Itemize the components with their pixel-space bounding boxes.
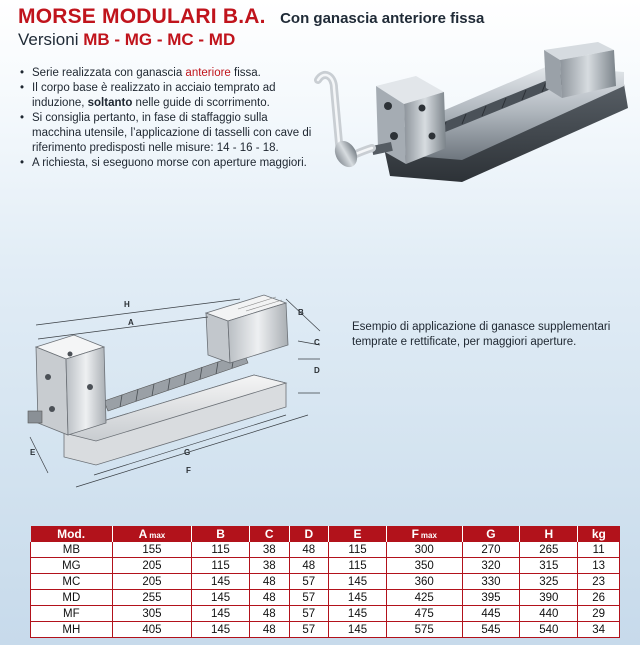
value-cell: 13 bbox=[578, 558, 620, 574]
dim-label-e: E bbox=[30, 448, 36, 457]
value-cell: 405 bbox=[112, 622, 191, 638]
col-e: E bbox=[329, 526, 387, 542]
example-caption: Esempio di applicazione di ganasce supplementari temprate e rettificate, per maggiori aperture. bbox=[352, 321, 611, 348]
value-cell: 26 bbox=[578, 590, 620, 606]
versions-codes: MB - MG - MC - MD bbox=[83, 30, 236, 49]
spec-table-header bbox=[31, 526, 620, 542]
title-subtitle: Con ganascia anteriore fissa bbox=[280, 10, 485, 27]
value-cell: 145 bbox=[192, 574, 250, 590]
feature-text-end: nelle guide di scorrimento. bbox=[132, 97, 270, 109]
col-h: H bbox=[520, 526, 578, 542]
title-main: MORSE MODULARI B.A. bbox=[18, 5, 266, 28]
value-cell: 29 bbox=[578, 606, 620, 622]
value-cell: 57 bbox=[289, 606, 329, 622]
feature-item-3 bbox=[20, 111, 320, 156]
value-cell: 38 bbox=[249, 542, 289, 558]
feature-item-4 bbox=[20, 156, 320, 171]
feature-text: Il corpo base è realizzato in acciaio temprato ad induzione, bbox=[32, 82, 276, 109]
value-cell: 320 bbox=[462, 558, 520, 574]
page-title bbox=[18, 5, 484, 29]
feature-list bbox=[20, 66, 320, 171]
value-cell: 205 bbox=[112, 574, 191, 590]
value-cell: 34 bbox=[578, 622, 620, 638]
dim-label-a: A bbox=[128, 318, 134, 327]
model-cell: MH bbox=[31, 622, 113, 638]
model-cell: MD bbox=[31, 590, 113, 606]
value-cell: 575 bbox=[386, 622, 462, 638]
value-cell: 115 bbox=[192, 542, 250, 558]
value-cell: 325 bbox=[520, 574, 578, 590]
col-d: D bbox=[289, 526, 329, 542]
value-cell: 540 bbox=[520, 622, 578, 638]
dim-label-b: B bbox=[298, 308, 304, 317]
feature-highlight: anteriore bbox=[185, 67, 231, 79]
value-cell: 48 bbox=[289, 558, 329, 574]
value-cell: 11 bbox=[578, 542, 620, 558]
value-cell: 145 bbox=[192, 622, 250, 638]
value-cell: 145 bbox=[192, 590, 250, 606]
versions-line bbox=[18, 30, 235, 50]
versions-label: Versioni bbox=[18, 30, 79, 49]
spec-table-body bbox=[31, 542, 620, 638]
value-cell: 115 bbox=[192, 558, 250, 574]
value-cell: 145 bbox=[329, 606, 387, 622]
col-mod: Mod. bbox=[31, 526, 113, 542]
value-cell: 445 bbox=[462, 606, 520, 622]
dim-label-g: G bbox=[184, 448, 191, 457]
table-row bbox=[31, 542, 620, 558]
col-g: G bbox=[462, 526, 520, 542]
vise-dimension-drawing bbox=[24, 283, 334, 501]
value-cell: 145 bbox=[329, 574, 387, 590]
model-cell: MB bbox=[31, 542, 113, 558]
value-cell: 48 bbox=[249, 606, 289, 622]
feature-text: Serie realizzata con ganascia bbox=[32, 67, 186, 79]
value-cell: 440 bbox=[520, 606, 578, 622]
value-cell: 425 bbox=[386, 590, 462, 606]
feature-item-1 bbox=[20, 66, 320, 81]
value-cell: 360 bbox=[386, 574, 462, 590]
feature-text: A richiesta, si eseguono morse con aperture maggiori. bbox=[32, 157, 307, 169]
value-cell: 57 bbox=[289, 622, 329, 638]
value-cell: 23 bbox=[578, 574, 620, 590]
table-row bbox=[31, 622, 620, 638]
table-row bbox=[31, 558, 620, 574]
feature-text-end: fissa. bbox=[230, 67, 261, 79]
dim-label-h: H bbox=[124, 300, 130, 309]
value-cell: 305 bbox=[112, 606, 191, 622]
value-cell: 330 bbox=[462, 574, 520, 590]
col-f: F max bbox=[386, 526, 462, 542]
table-row bbox=[31, 590, 620, 606]
value-cell: 350 bbox=[386, 558, 462, 574]
feature-bold: soltanto bbox=[87, 97, 133, 109]
model-cell: MG bbox=[31, 558, 113, 574]
value-cell: 265 bbox=[520, 542, 578, 558]
value-cell: 255 bbox=[112, 590, 191, 606]
feature-item-2 bbox=[20, 81, 320, 111]
value-cell: 145 bbox=[329, 622, 387, 638]
value-cell: 390 bbox=[520, 590, 578, 606]
value-cell: 115 bbox=[329, 542, 387, 558]
value-cell: 475 bbox=[386, 606, 462, 622]
col-c: C bbox=[249, 526, 289, 542]
value-cell: 145 bbox=[192, 606, 250, 622]
value-cell: 315 bbox=[520, 558, 578, 574]
value-cell: 48 bbox=[289, 542, 329, 558]
value-cell: 395 bbox=[462, 590, 520, 606]
model-cell: MF bbox=[31, 606, 113, 622]
dim-label-d: D bbox=[314, 366, 320, 375]
value-cell: 270 bbox=[462, 542, 520, 558]
value-cell: 155 bbox=[112, 542, 191, 558]
model-cell: MC bbox=[31, 574, 113, 590]
value-cell: 300 bbox=[386, 542, 462, 558]
col-b: B bbox=[192, 526, 250, 542]
vise-product-photo bbox=[312, 36, 634, 206]
value-cell: 57 bbox=[289, 590, 329, 606]
value-cell: 115 bbox=[329, 558, 387, 574]
dim-label-f: F bbox=[186, 466, 191, 475]
dim-label-c: C bbox=[314, 338, 320, 347]
value-cell: 48 bbox=[249, 622, 289, 638]
spec-table bbox=[30, 526, 620, 638]
value-cell: 48 bbox=[249, 590, 289, 606]
table-row bbox=[31, 574, 620, 590]
feature-text: Si consiglia pertanto, in fase di staffaggio sulla macchina utensile, l’applicazione di tasselli con cave di riferimento predisposti nelle misure: 14 - 16 - 18. bbox=[32, 112, 312, 154]
value-cell: 145 bbox=[329, 590, 387, 606]
value-cell: 38 bbox=[249, 558, 289, 574]
value-cell: 205 bbox=[112, 558, 191, 574]
col-a: A max bbox=[112, 526, 191, 542]
value-cell: 57 bbox=[289, 574, 329, 590]
col-kg: kg bbox=[578, 526, 620, 542]
value-cell: 545 bbox=[462, 622, 520, 638]
table-row bbox=[31, 606, 620, 622]
value-cell: 48 bbox=[249, 574, 289, 590]
